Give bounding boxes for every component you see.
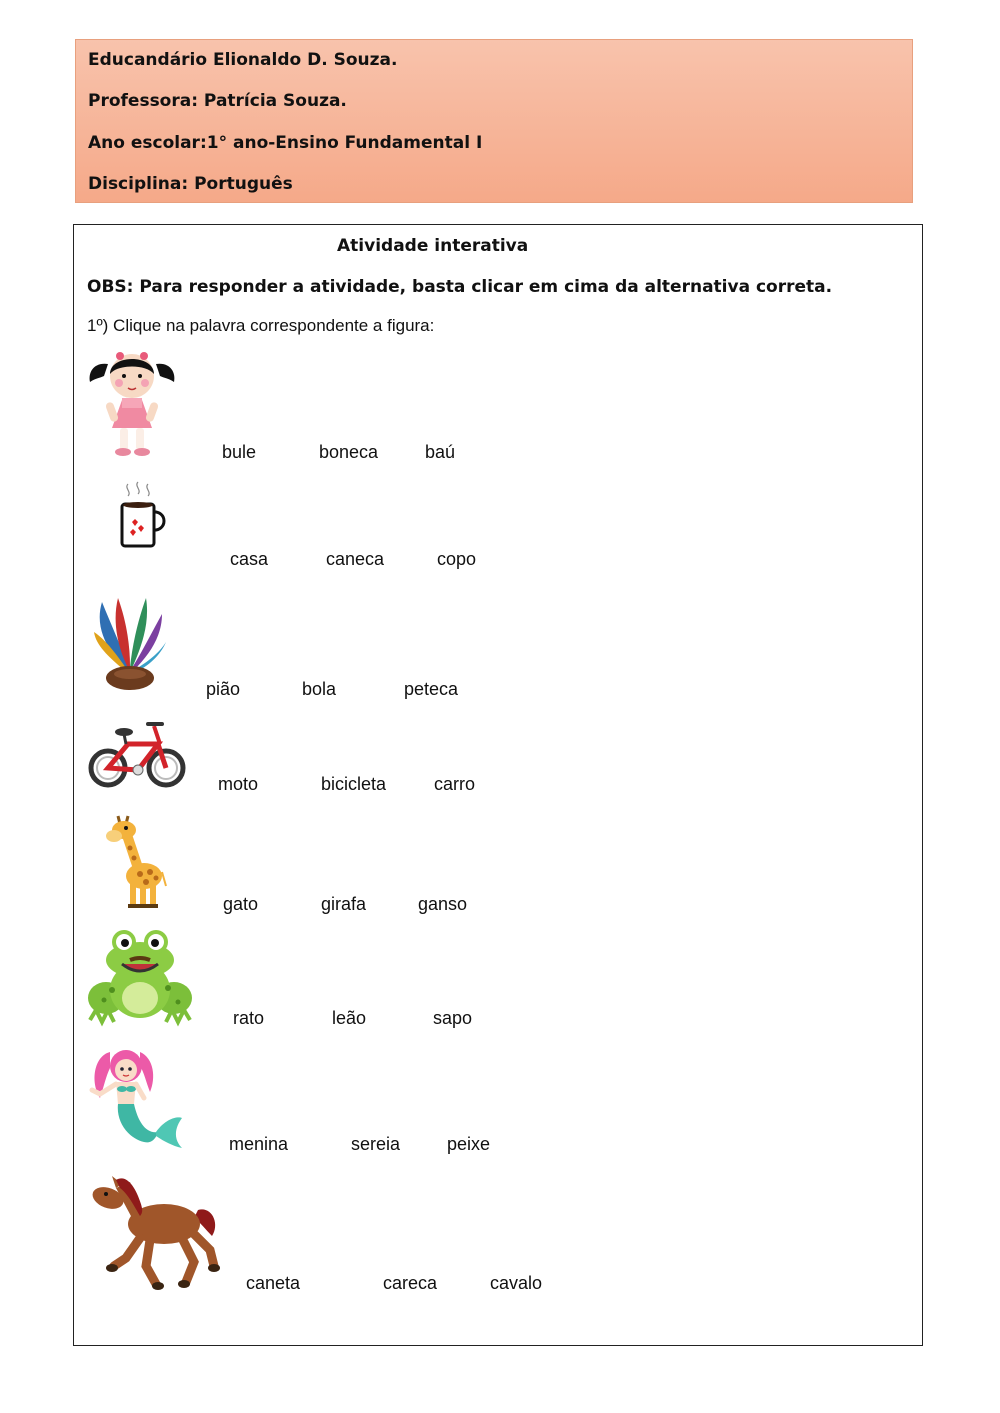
giraffe-image	[104, 812, 170, 912]
option-word[interactable]: caneta	[246, 1273, 301, 1293]
question-prompt: 1º) Clique na palavra correspondente a figura:	[87, 316, 435, 335]
option-word[interactable]: bule	[222, 442, 257, 462]
option-word[interactable]: sereia	[351, 1134, 401, 1154]
option-word[interactable]: ganso	[418, 894, 468, 914]
option-word[interactable]: cavalo	[490, 1273, 543, 1293]
subject: Disciplina: Português	[88, 174, 293, 194]
school-name: Educandário Elionaldo D. Souza.	[88, 50, 398, 70]
option-word[interactable]: casa	[230, 549, 269, 569]
activity-title: Atividade interativa	[337, 236, 529, 256]
option-word[interactable]: careca	[383, 1273, 438, 1293]
option-word[interactable]: copo	[437, 549, 477, 569]
option-word[interactable]: girafa	[321, 894, 367, 914]
option-word[interactable]: sapo	[433, 1008, 473, 1028]
teacher-name: Professora: Patrícia Souza.	[88, 91, 347, 111]
option-word[interactable]: boneca	[319, 442, 379, 462]
activity-instructions: OBS: Para responder a atividade, basta clicar em cima da alternativa correta.	[87, 277, 833, 297]
shuttlecock-image	[88, 592, 170, 694]
option-word[interactable]: peixe	[447, 1134, 491, 1154]
option-word[interactable]: caneca	[326, 549, 385, 569]
horse-image	[86, 1166, 222, 1294]
frog-image	[86, 926, 194, 1028]
option-word[interactable]: bola	[302, 679, 337, 699]
option-word[interactable]: rato	[233, 1008, 265, 1028]
mermaid-image	[86, 1042, 186, 1152]
mug-image	[114, 480, 174, 550]
option-word[interactable]: carro	[434, 774, 476, 794]
option-word[interactable]: peteca	[404, 679, 459, 699]
school-header	[75, 39, 913, 203]
option-word[interactable]: moto	[218, 774, 259, 794]
option-word[interactable]: pião	[206, 679, 241, 699]
option-word[interactable]: gato	[223, 894, 259, 914]
doll-image	[86, 348, 178, 460]
option-word[interactable]: leão	[332, 1008, 367, 1028]
option-word[interactable]: bicicleta	[321, 774, 387, 794]
option-word[interactable]: menina	[229, 1134, 289, 1154]
bicycle-image	[88, 714, 188, 790]
option-word[interactable]: baú	[425, 442, 456, 462]
school-grade: Ano escolar:1° ano-Ensino Fundamental I	[88, 133, 483, 153]
